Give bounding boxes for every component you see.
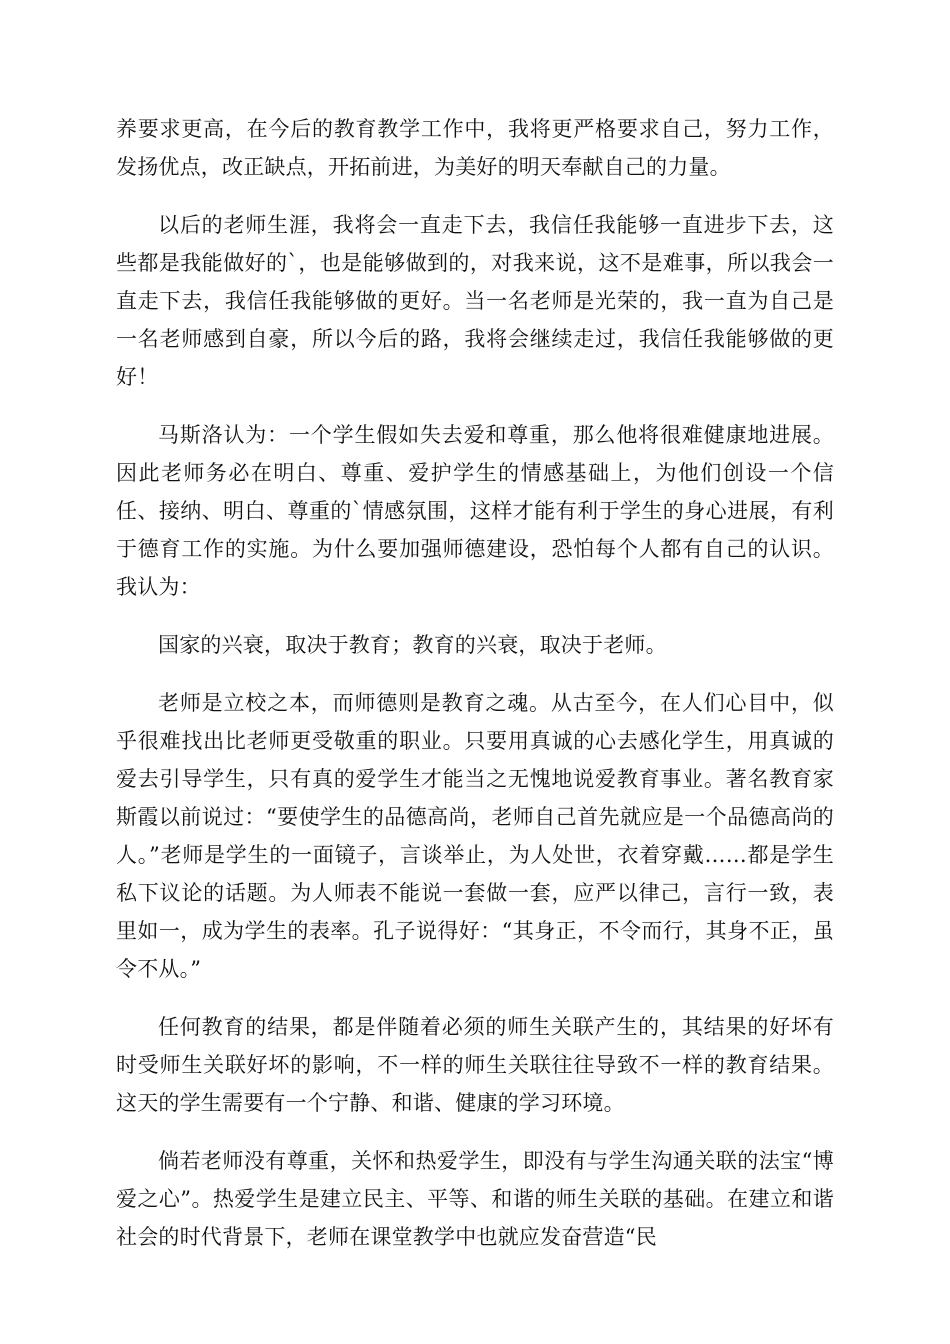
paragraph-love-students: 倘若老师没有尊重，关怀和热爱学生，即没有与学生沟通关联的法宝“博爱之心”。热爱学生是建立民主、平等、和谐的师生关联的基础。在建立和谐社会的时代背景下，老师在课堂教学中也就应发奋营造“民 [116,1149,834,1249]
paragraph-continuation: 养要求更高，在今后的教育教学工作中，我将更严格要求自己，努力工作，发扬优点，改正缺点，开拓前进，为美好的明天奉献自己的力量。 [116,117,834,179]
paragraph-nation-education: 国家的兴衰，取决于教育；教育的兴衰，取决于老师。 [158,633,667,657]
paragraph-maslow: 马斯洛认为：一个学生假如失去爱和尊重，那么他将很难健康地进展。因此老师务必在明白、尊重、爱护学生的情感基础上，为他们创设一个信任、接纳、明白、尊重的`情感氛围，这样才能有利于学生的身心进展，有利于德育工作的实施。为什么要加强师德建设，恐怕每个人都有自己的认识。我认为： [116,423,834,599]
paragraph-teacher-career: 以后的老师生涯，我将会一直走下去，我信任我能够一直进步下去，这些都是我能做好的`，也是能够做到的，对我来说，这不是难事，所以我会一直走下去，我信任我能够做的更好。当一名老师是光荣的，我一直为自己是一名老师感到自豪，所以今后的路，我将会继续走过，我信任我能够做的更好！ [116,213,834,389]
document-page [116,110,834,1276]
paragraph-teacher-ethics: 老师是立校之本，而师德则是教育之魂。从古至今，在人们心目中，似乎很难找出比老师更受敬重的职业。只要用真诚的心去感化学生，用真诚的爱去引导学生，只有真的爱学生才能当之无愧地说爱教育事业。著名教育家斯霞以前说过：“要使学生的品德高尚，老师自己首先就应是一个品德高尚的人。”老师是学生的一面镜子，言谈举止，为人处世，衣着穿戴……都是学生私下议论的话题。为人师表不能说一套做一套，应严以律己，言行一致，表里如一，成为学生的表率。孔子说得好：“其身正，不令而行，其身不正，虽令不从。” [116,691,834,981]
paragraph-teacher-student-relation: 任何教育的结果，都是伴随着必须的师生关联产生的，其结果的好坏有时受师生关联好坏的影响，不一样的师生关联往往导致不一样的教育结果。这天的学生需要有一个宁静、和谐、健康的学习环境。 [116,1015,834,1115]
